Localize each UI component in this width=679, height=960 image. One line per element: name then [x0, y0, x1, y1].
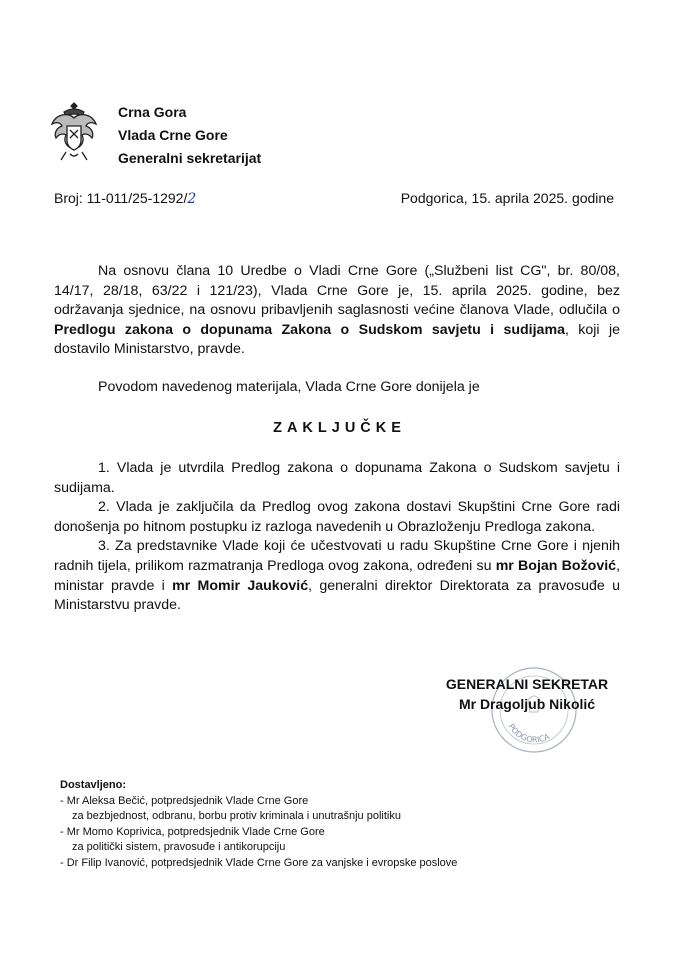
representative-2-name: mr Momir Jauković: [172, 577, 309, 594]
distribution-list: [60, 778, 457, 871]
act-title: Predlogu zakona o dopunama Zakona o Sudskom savjetu i sudijama: [54, 321, 565, 338]
letterhead-country: Crna Gora: [118, 104, 187, 120]
conclusion-item-1: 1. Vlada je utvrdila Predlog zakona o dopunama Zakona o Sudskom savjetu i sudijama.: [54, 460, 620, 496]
representative-1-name: mr Bojan Božović: [495, 557, 617, 574]
conclusions-heading: ZAKLJUČKE: [273, 420, 406, 436]
distribution-recipient-1-portfolio: za bezbjednost, odbranu, borbu protiv kriminala i unutrašnju politiku: [72, 810, 401, 822]
document-number-prefix: Broj: 11-011/25-1292/: [54, 190, 188, 206]
distribution-recipient-2: - Mr Momo Koprivica, potpredsjednik Vlade Crne Gore: [60, 825, 325, 838]
distribution-label: Dostavljeno:: [60, 779, 127, 791]
letterhead: [118, 101, 261, 170]
distribution-recipient-2-portfolio: za politički sistem, pravosuđe i antikorupciju: [72, 841, 286, 853]
intro-text-c: , koji je dostavilo Ministarstvo, pravde.: [54, 321, 621, 358]
conclusion-item-3: [54, 537, 620, 615]
signature-block: [420, 674, 634, 714]
intro-paragraph: [54, 262, 620, 360]
place-and-date: Podgorica, 15. aprila 2025. godine: [400, 190, 614, 206]
distribution-recipient-3: - Dr Filip Ivanović, potpredsjednik Vlade Crne Gore za vanjske i evropske poslove: [60, 856, 458, 869]
conclusion-3-text-b: , ministar pravde i: [54, 557, 621, 594]
document-number: [54, 190, 196, 207]
conclusion-item-2: 2. Vlada je zaključila da Predlog ovog zakona dostavi Skupštini Crne Gore radi donošenja po hitnom postupku iz razloga navedenih u Obrazloženju Predloga zakona.: [54, 499, 620, 535]
svg-text:PODGORICA: [506, 722, 551, 744]
conclusions-list: [54, 459, 620, 616]
document-number-handwritten: 2: [187, 191, 197, 207]
conclusion-3-text-a: 3. Za predstavnike Vlade koji će učestvovati u radu Skupštine Crne Gore i njenih radnih tijela, prilikom razmatranja Predloga ovog zakona, određeni su: [54, 538, 620, 574]
signatory-title: GENERALNI SEKRETAR: [445, 676, 609, 692]
letterhead-office: Generalni sekretarijat: [118, 150, 262, 166]
adoption-paragraph: Povodom navedenog materijala, Vlada Crne Gore donijela je: [98, 379, 480, 395]
conclusion-3-text-c: , generalni direktor Direktorata za pravosuđe u Ministarstvu pravde.: [54, 577, 620, 614]
seal-text: PODGORICA: [506, 722, 552, 745]
signatory-name: Mr Dragoljub Nikolić: [458, 696, 596, 712]
coat-of-arms-icon: [48, 100, 100, 164]
intro-text-a: Na osnovu člana 10 Uredbe o Vladi Crne Gore („Službeni list CG", br. 80/08, 14/17, 28/18, 63/22 i 121/23), Vlada Crne Gore je, 15. aprila 2025. godine, bez održavanja sjednice, na osnovu pribavljenih saglasnosti većine članova Vlade, odlučila o: [54, 263, 620, 319]
distribution-recipient-1: - Mr Aleksa Bečić, potpredsjednik Vlade Crne Gore: [60, 794, 309, 807]
letterhead-government: Vlada Crne Gore: [118, 127, 228, 143]
